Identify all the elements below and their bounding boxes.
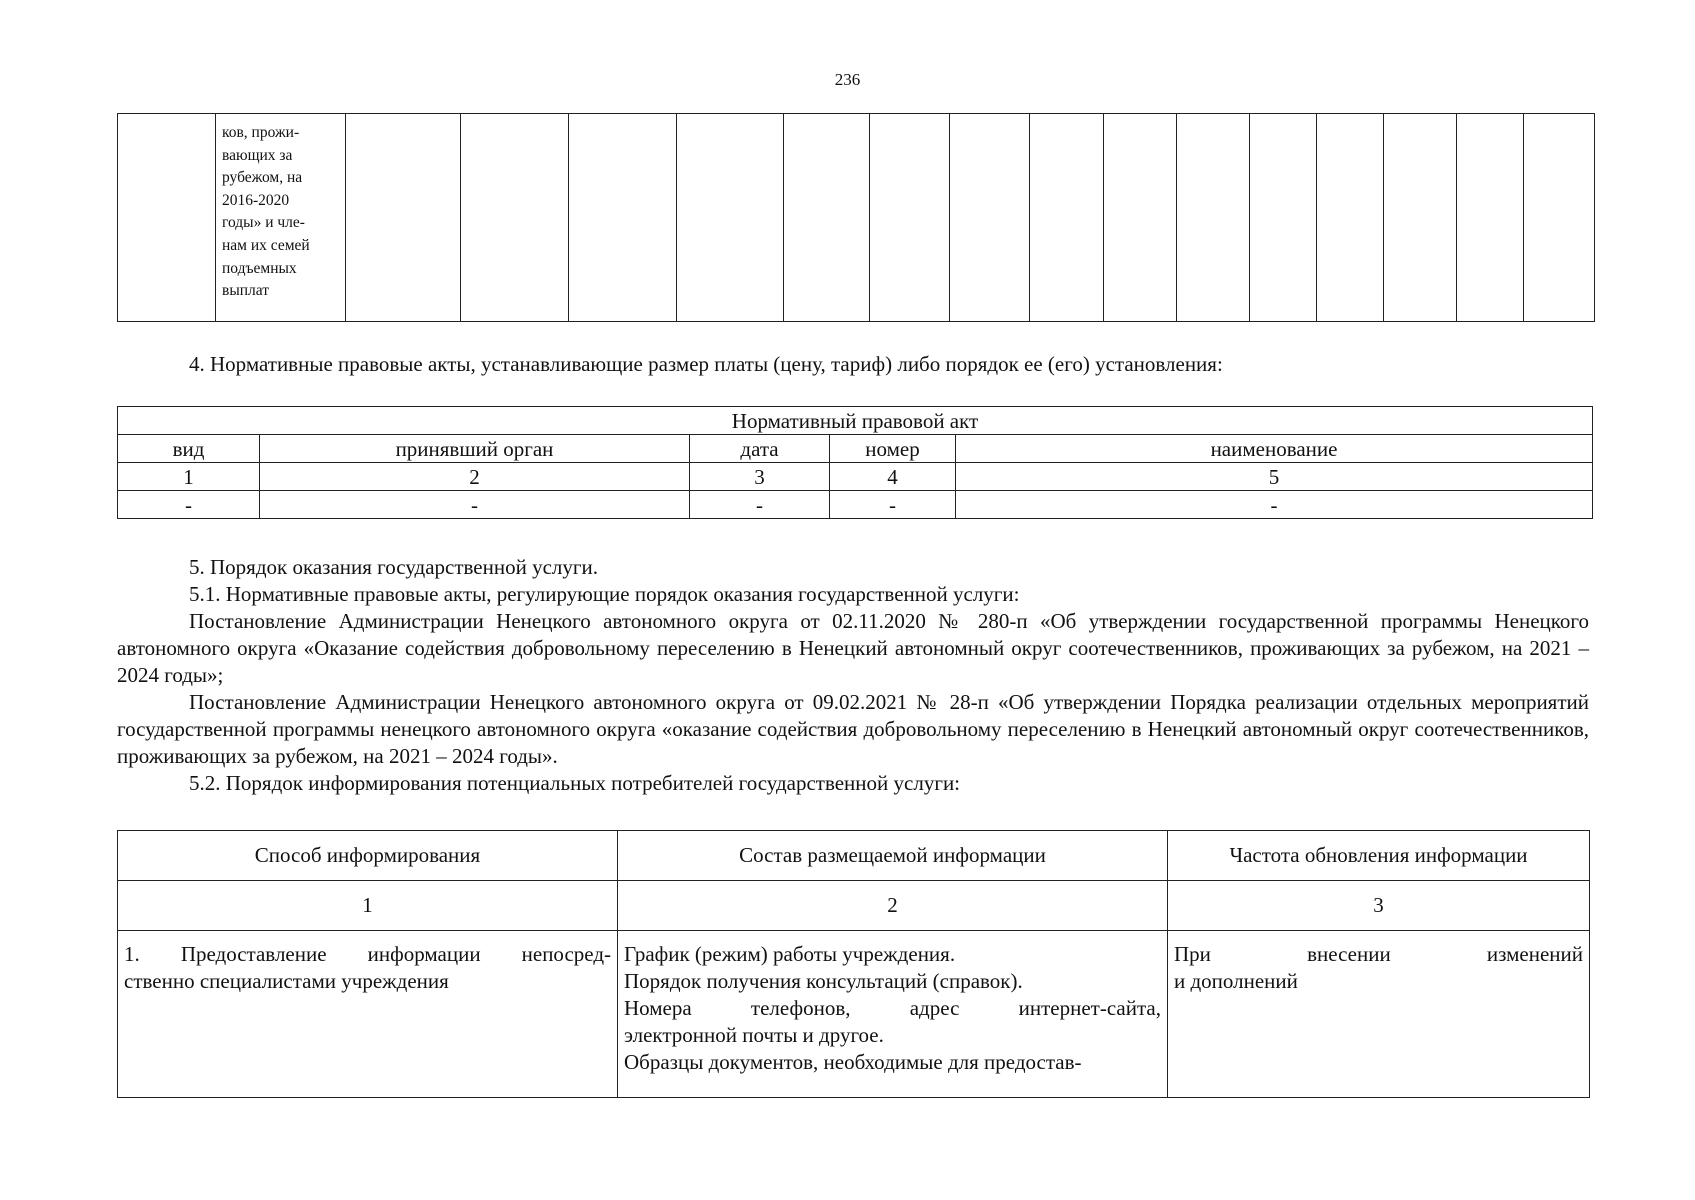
table-cell: - xyxy=(956,491,1593,519)
continuation-table xyxy=(117,113,1595,322)
column-header: вид xyxy=(118,435,260,463)
section-5-2-heading: 5.2. Порядок информирования потенциальных потребителей государственной услуги: xyxy=(189,771,961,795)
table-cell xyxy=(1030,114,1104,322)
contents-line: Порядок получения консультаций (справок). xyxy=(624,969,1023,993)
legal-acts-table xyxy=(117,406,1593,519)
table-cell xyxy=(950,114,1030,322)
column-number: 2 xyxy=(260,463,690,491)
table-cell: - xyxy=(118,491,260,519)
continuation-text: ков, прожи- вающих за рубежом, на 2016-2020 годы» и чле- нам их семей подъемных выплат xyxy=(222,124,310,300)
column-number: 5 xyxy=(956,463,1593,491)
table-cell xyxy=(1457,114,1524,322)
table-cell xyxy=(118,114,216,322)
legal-act-paragraph: Постановление Администрации Ненецкого автономного округа от 09.02.2021 № 28-п «Об утверждении Порядка реализации отдельных мероприятий государственной программы ненецкого автономного округа «оказание содействия добровольному переселению в Ненецкий автономный округ соотечественников, проживающих за рубежом, на 2021 – 2024 годы». xyxy=(117,690,1589,768)
method-text-line: 1. Предоставление информации непосред- xyxy=(124,942,611,966)
column-number: 1 xyxy=(118,463,260,491)
contents-line: электронной почты и другое. xyxy=(624,1023,884,1047)
table-group-header: Нормативный правовой акт xyxy=(118,407,1593,435)
column-header: дата xyxy=(690,435,830,463)
table-cell xyxy=(1250,114,1317,322)
table-cell xyxy=(784,114,870,322)
contents-line: График (режим) работы учреждения. xyxy=(624,942,956,966)
section-4-heading: 4. Нормативные правовые акты, устанавливающие размер платы (цену, тариф) либо порядок ее (его) установления: xyxy=(189,352,1223,376)
table-cell xyxy=(569,114,677,322)
frequency-line: и дополнений xyxy=(1174,969,1298,993)
table-cell xyxy=(1317,114,1384,322)
column-header: Частота обновления информации xyxy=(1168,831,1590,881)
table-cell xyxy=(216,114,346,322)
frequency-cell xyxy=(1168,931,1590,1098)
table-cell xyxy=(1384,114,1457,322)
method-text-line: ственно специалистами учреждения xyxy=(124,969,449,993)
column-number: 3 xyxy=(1168,881,1590,931)
table-cell xyxy=(677,114,784,322)
informing-table xyxy=(117,830,1590,1098)
column-header: Состав размещаемой информации xyxy=(618,831,1168,881)
table-cell: - xyxy=(260,491,690,519)
legal-act-paragraph: Постановление Администрации Ненецкого автономного округа от 02.11.2020 № 280-п «Об утверждении государственной программы Ненецкого автономного округа «Оказание содействия добровольному переселению в Ненецкий автономный округ соотечественников, проживающих за рубежом, на 2021 – 2024 годы»; xyxy=(117,609,1589,687)
column-number: 4 xyxy=(830,463,956,491)
column-header: принявший орган xyxy=(260,435,690,463)
column-header: наименование xyxy=(956,435,1593,463)
contents-cell xyxy=(618,931,1168,1098)
section-5-1-heading: 5.1. Нормативные правовые акты, регулирующие порядок оказания государственной услуги: xyxy=(189,582,1020,606)
table-cell xyxy=(461,114,569,322)
table-cell: - xyxy=(690,491,830,519)
table-cell xyxy=(1524,114,1595,322)
table-cell: - xyxy=(830,491,956,519)
column-header: Способ информирования xyxy=(118,831,618,881)
column-number: 2 xyxy=(618,881,1168,931)
method-cell xyxy=(118,931,618,1098)
column-header: номер xyxy=(830,435,956,463)
table-cell xyxy=(870,114,950,322)
contents-line: Образцы документов, необходимые для предостав- xyxy=(624,1050,1082,1074)
frequency-line: При внесении изменений xyxy=(1174,942,1583,966)
table-cell xyxy=(346,114,461,322)
column-number: 3 xyxy=(690,463,830,491)
contents-line: Номера телефонов, адрес интернет-сайта, xyxy=(624,996,1161,1020)
table-cell xyxy=(1104,114,1177,322)
page-number: 236 xyxy=(834,70,861,89)
column-number: 1 xyxy=(118,881,618,931)
table-cell xyxy=(1177,114,1250,322)
section-5-heading: 5. Порядок оказания государственной услуги. xyxy=(189,555,598,579)
